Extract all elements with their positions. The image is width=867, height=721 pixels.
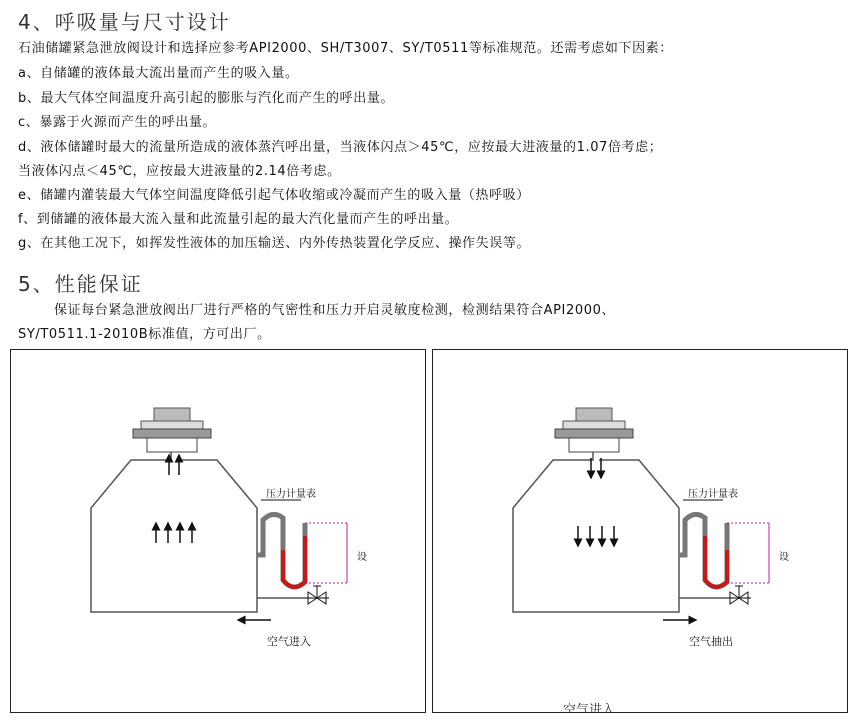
valve-icon (555, 408, 633, 452)
section4-heading: 4、呼吸量与尺寸设计 (18, 10, 231, 34)
gauge-label: 压力计量表 (266, 489, 316, 500)
section5-line2: SY/T0511.1-2010B标准值，方可出厂。 (18, 327, 271, 342)
section5-heading: 5、性能保证 (18, 272, 143, 296)
air-label: 空气进入 (267, 635, 311, 648)
outlet-valve-icon (730, 586, 748, 604)
air-label: 空气抽出 (689, 635, 733, 648)
item-d-cont: 当液体闪点＜45℃，应按最大进液量的2.14倍考虑。 (18, 164, 341, 179)
tank-outline (513, 452, 679, 612)
section5-line1: 保证每台紧急泄放阀出厂进行严格的气密性和压力开启灵敏度检测，检测结果符合API2000、 (54, 303, 616, 318)
item-b: b、最大气体空间温度升高引起的膨胀与汽化而产生的呼出量。 (18, 91, 395, 106)
diagram-air-in (10, 349, 426, 713)
gauge-fluid (705, 536, 727, 587)
item-e: e、储罐内灌装最大气体空间温度降低引起气体收缩或冷凝而产生的吸入量（热呼吸） (18, 188, 530, 203)
valve-icon (133, 408, 211, 452)
inlet-valve-icon (308, 586, 326, 604)
item-g: g、在其他工况下，如挥发性液体的加压输送、内外传热装置化学反应、操作失误等。 (18, 236, 531, 251)
inflow-arrows-icon (156, 458, 192, 543)
cut-off-text: 空气进入 (563, 703, 616, 712)
setting-label: 设 (779, 552, 789, 563)
item-d: d、液体储罐时最大的流量所造成的液体蒸汽呼出量，当液体闪点＞45℃，应按最大进液量的1.07倍考虑； (18, 140, 663, 155)
section4-intro: 石油储罐紧急泄放阀设计和选择应参考API2000、SH/T3007、SY/T0511等标准规范。还需考虑如下因素： (18, 41, 673, 56)
diagram-air-out (432, 349, 848, 713)
item-c: c、暴露于火源而产生的呼出量。 (18, 115, 217, 130)
outflow-arrows-icon (578, 458, 614, 543)
gauge-fluid (283, 536, 305, 587)
item-f: f、到储罐的液体最大流入量和此流量引起的最大汽化量而产生的呼出量。 (18, 212, 459, 227)
tank-outline (91, 452, 257, 612)
gauge-label: 压力计量表 (688, 489, 738, 500)
setting-label: 设 (357, 552, 367, 563)
item-a: a、自储罐的液体最大流出量而产生的吸入量。 (18, 66, 299, 81)
